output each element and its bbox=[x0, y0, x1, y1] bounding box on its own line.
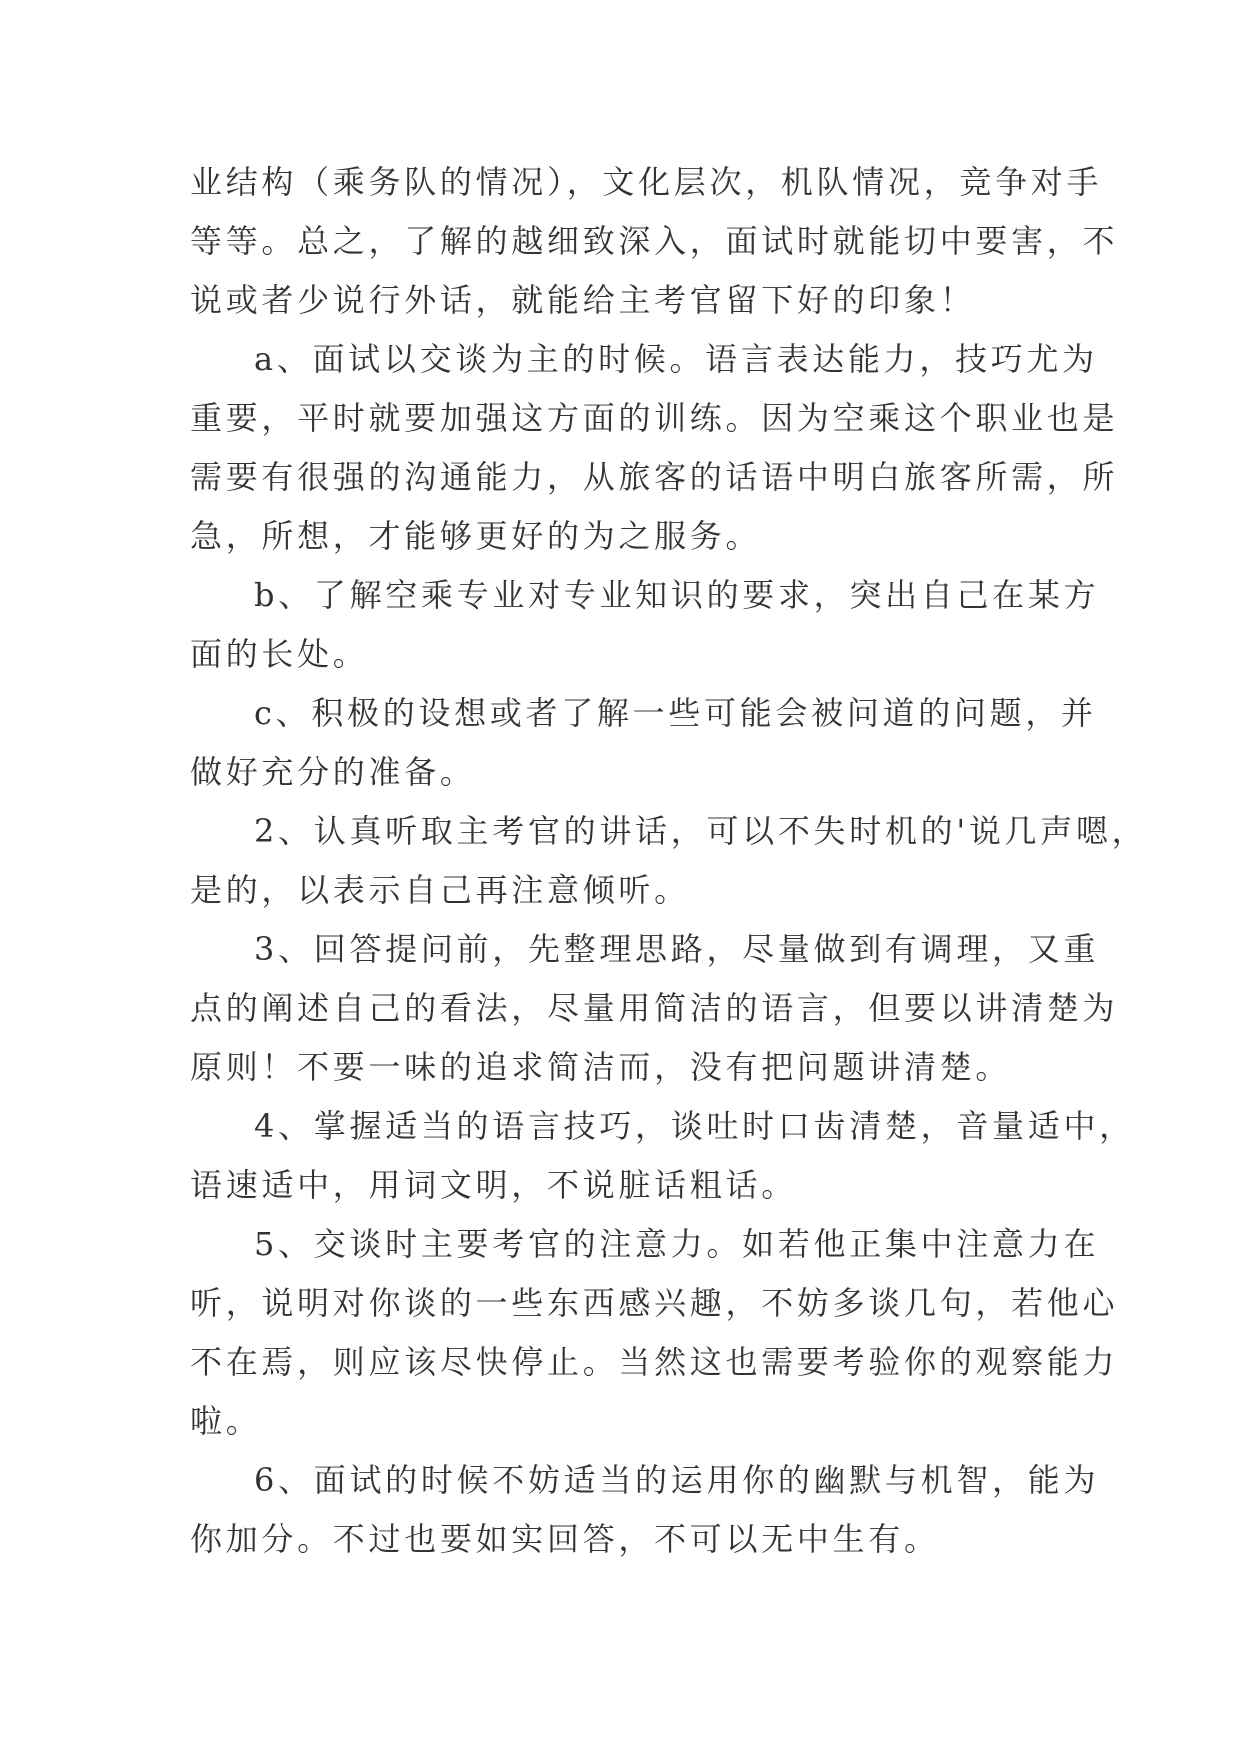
paragraph-start-6: 6、面试的时候不妨适当的运用你的幽默与机智，能为 bbox=[254, 1461, 1100, 1499]
text-line: 啦。 bbox=[190, 1402, 262, 1440]
text-line: 你加分。不过也要如实回答，不可以无中生有。 bbox=[190, 1520, 940, 1558]
paragraph-start-5: 5、交谈时主要考官的注意力。如若他正集中注意力在 bbox=[254, 1225, 1100, 1263]
text-line: 业结构（乘务队的情况），文化层次，机队情况，竞争对手 bbox=[190, 163, 1103, 201]
text-line: 面的长处。 bbox=[190, 635, 369, 673]
text-line: 急，所想，才能够更好的为之服务。 bbox=[190, 517, 762, 555]
paragraph-start-c: c、积极的设想或者了解一些可能会被问道的问题，并 bbox=[254, 694, 1097, 732]
text-line: 不在焉，则应该尽快停止。当然这也需要考验你的观察能力 bbox=[190, 1343, 1119, 1381]
paragraph-start-3: 3、回答提问前，先整理思路，尽量做到有调理，又重 bbox=[254, 930, 1100, 968]
text-line: 是的，以表示自己再注意倾听。 bbox=[190, 871, 690, 909]
text-line: 语速适中，用词文明，不说脏话粗话。 bbox=[190, 1166, 797, 1204]
paragraph-start-b: b、了解空乘专业对专业知识的要求，突出自己在某方 bbox=[254, 576, 1100, 614]
text-line: 说或者少说行外话，就能给主考官留下好的印象！ bbox=[190, 281, 976, 319]
paragraph-start-2: 2、认真听取主考官的讲话，可以不失时机的'说几声嗯， bbox=[254, 812, 1148, 850]
text-line: 需要有很强的沟通能力，从旅客的话语中明白旅客所需，所 bbox=[190, 458, 1119, 496]
text-line: 原则！不要一味的追求简洁而，没有把问题讲清楚。 bbox=[190, 1048, 1012, 1086]
text-line: 做好充分的准备。 bbox=[190, 753, 476, 791]
text-line: 等等。总之，了解的越细致深入，面试时就能切中要害，不 bbox=[190, 222, 1119, 260]
paragraph-start-a: a、面试以交谈为主的时候。语言表达能力，技巧尤为 bbox=[254, 340, 1098, 378]
text-line: 听，说明对你谈的一些东西感兴趣，不妨多谈几句，若他心 bbox=[190, 1284, 1119, 1322]
text-line: 重要，平时就要加强这方面的训练。因为空乘这个职业也是 bbox=[190, 399, 1119, 437]
text-line: 点的阐述自己的看法，尽量用简洁的语言，但要以讲清楚为 bbox=[190, 989, 1119, 1027]
paragraph-start-4: 4、掌握适当的语言技巧，谈吐时口齿清楚，音量适中， bbox=[254, 1107, 1135, 1145]
